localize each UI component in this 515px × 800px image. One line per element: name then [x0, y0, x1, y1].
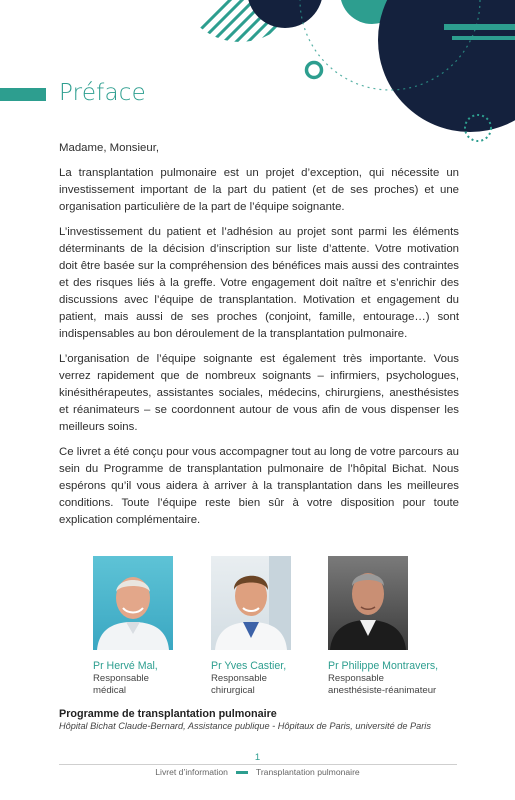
- person-card-mal: [93, 556, 173, 697]
- person-role: médical: [93, 685, 127, 696]
- program-subtitle: Hôpital Bichat Claude-Bernard, Assistance publique - Hôpitaux de Paris, université de Paris: [59, 721, 431, 731]
- person-role: Responsable: [211, 673, 268, 684]
- paragraph: L’investissement du patient et l’adhésion au projet sont parmi les éléments déterminants de la décision d’inscription sur liste d’attente. Votre motivation doit être basée sur la compréhension des bénéfices mais aussi des contraintes et des risques liés à la greffe. Votre engagement doit naître et s’enrichir des discussions avec l’équipe de transplantation. Motivation et engagement du patient, mais aussi de ses proches (conjoint, famille, entourage…) sont indispensables au bon déroulement de la transplantation pulmonaire.: [59, 226, 459, 340]
- person-name: Pr Yves Castier,: [211, 660, 287, 672]
- program-title: Programme de transplantation pulmonaire: [59, 708, 277, 720]
- paragraph: La transplantation pulmonaire est un projet d’exception, qui nécessite un investissement important de la part du patient (et de ses proches) et une organisation particulière de la part de l’équipe soignante.: [59, 167, 459, 213]
- person-role: chirurgical: [211, 685, 255, 696]
- footer-divider: [59, 764, 457, 765]
- footer-right: Transplantation pulmonaire: [255, 767, 360, 777]
- ring-icon: [307, 63, 322, 78]
- paragraph: Ce livret a été conçu pour vous accompagner tout au long de votre parcours au sein du Programme de transplantation pulmonaire de l’hôpital Bichat. Nous espérons qu’il vous aidera à arriver à la transplantation dans les meilleures conditions. Toute l’équipe reste bien sûr à votre disposition pour toute explication complémentaire.: [59, 446, 459, 526]
- dark-circle-small: [247, 0, 323, 28]
- person-role: Responsable: [328, 673, 385, 684]
- person-name: Pr Hervé Mal,: [93, 660, 158, 672]
- footer-dash: [236, 771, 248, 774]
- person-role: Responsable: [93, 673, 150, 684]
- person-name: Pr Philippe Montravers,: [328, 660, 439, 672]
- dark-circle-large: [378, 0, 515, 132]
- person-card-castier: [211, 556, 291, 697]
- person-role: anesthésiste-réanimateur: [328, 685, 437, 696]
- salutation: Madame, Monsieur,: [59, 142, 160, 154]
- page-number: 1: [254, 752, 261, 763]
- footer-left: Livret d’information: [155, 767, 228, 777]
- person-card-montravers: [328, 556, 438, 697]
- portrait-photo: [211, 556, 291, 650]
- title-accent-bar: [0, 88, 46, 101]
- page-title: Préface: [59, 80, 146, 106]
- portrait-photo: [93, 556, 173, 650]
- paragraph: L’organisation de l’équipe soignante est également très importante. Vous verrez rapidement que de nombreux soignants – infirmiers, psychologues, kinésithérapeutes, assistantes sociales, médecins, chirurgiens, anesthésistes et réanimateurs – se coordonnent autour de vous afin de vous dispenser les meilleurs soins.: [59, 353, 459, 433]
- page-footer: [0, 767, 515, 777]
- portrait-photo: [328, 556, 408, 650]
- preface-body: [59, 140, 459, 537]
